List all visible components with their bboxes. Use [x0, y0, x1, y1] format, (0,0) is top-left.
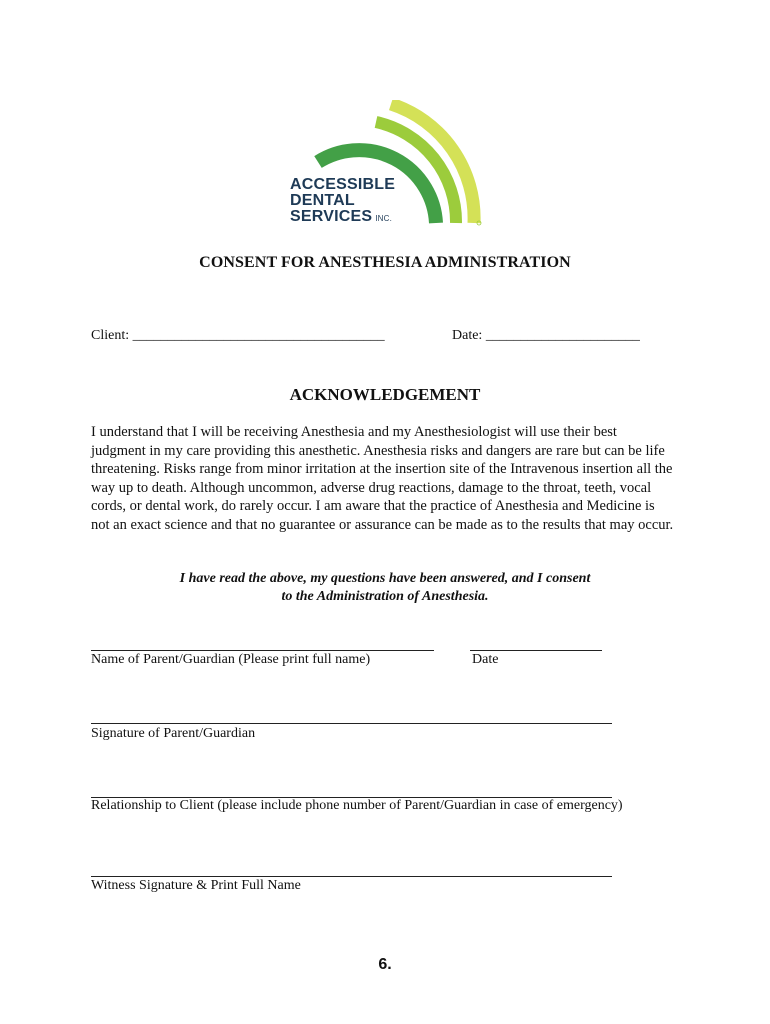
date-signature-line — [470, 650, 602, 651]
company-logo — [286, 100, 486, 230]
date-field: Date: ______________________ — [452, 328, 640, 343]
witness-line — [91, 876, 612, 877]
consent-line-1: I have read the above, my questions have been answered, and I consent — [179, 571, 591, 586]
logo-line-1: ACCESSIBLE — [290, 176, 396, 193]
acknowledgement-body: I understand that I will be receiving Anesthesia and my Anesthesiologist will use their best judgment in my care providing this anesthetic. Anesthesia risks and dangers are rare but can be life threatening. Risks range from minor irritation at the insertion site of the Intravenous insertion all the way up to death. Although uncommon, adverse drug reactions, damage to the throat, teeth, vocal cords, or dental work, do rarely occur. I am aware that the practice of Anesthesia and Medicine is not an exact science and that no guarantee or assurance can be made as to the results that may occur. — [91, 424, 674, 533]
guardian-name-line — [91, 650, 434, 651]
guardian-signature-line — [91, 723, 612, 724]
logo-line-3-text: SERVICES — [290, 208, 373, 225]
logo-suffix: INC. — [375, 214, 393, 223]
logo-wordmark — [290, 177, 395, 227]
consent-line-2: to the Administration of Anesthesia. — [281, 589, 489, 604]
consent-statement — [0, 570, 770, 606]
guardian-name-label: Name of Parent/Guardian (Please print full name) — [91, 652, 371, 667]
acknowledgement-heading: ACKNOWLEDGEMENT — [289, 385, 481, 404]
date-label: Date — [472, 652, 499, 667]
logo-line-2: DENTAL — [290, 192, 355, 209]
relationship-label: Relationship to Client (please include phone number of Parent/Guardian in case of emergency) — [91, 798, 623, 813]
logo-line-3 — [290, 209, 395, 227]
witness-label: Witness Signature & Print Full Name — [91, 878, 301, 893]
document-title: CONSENT FOR ANESTHESIA ADMINISTRATION — [199, 254, 571, 271]
page-number: 6. — [378, 956, 392, 973]
client-field: Client: ____________________________________ — [91, 328, 385, 343]
guardian-signature-label: Signature of Parent/Guardian — [91, 726, 256, 741]
